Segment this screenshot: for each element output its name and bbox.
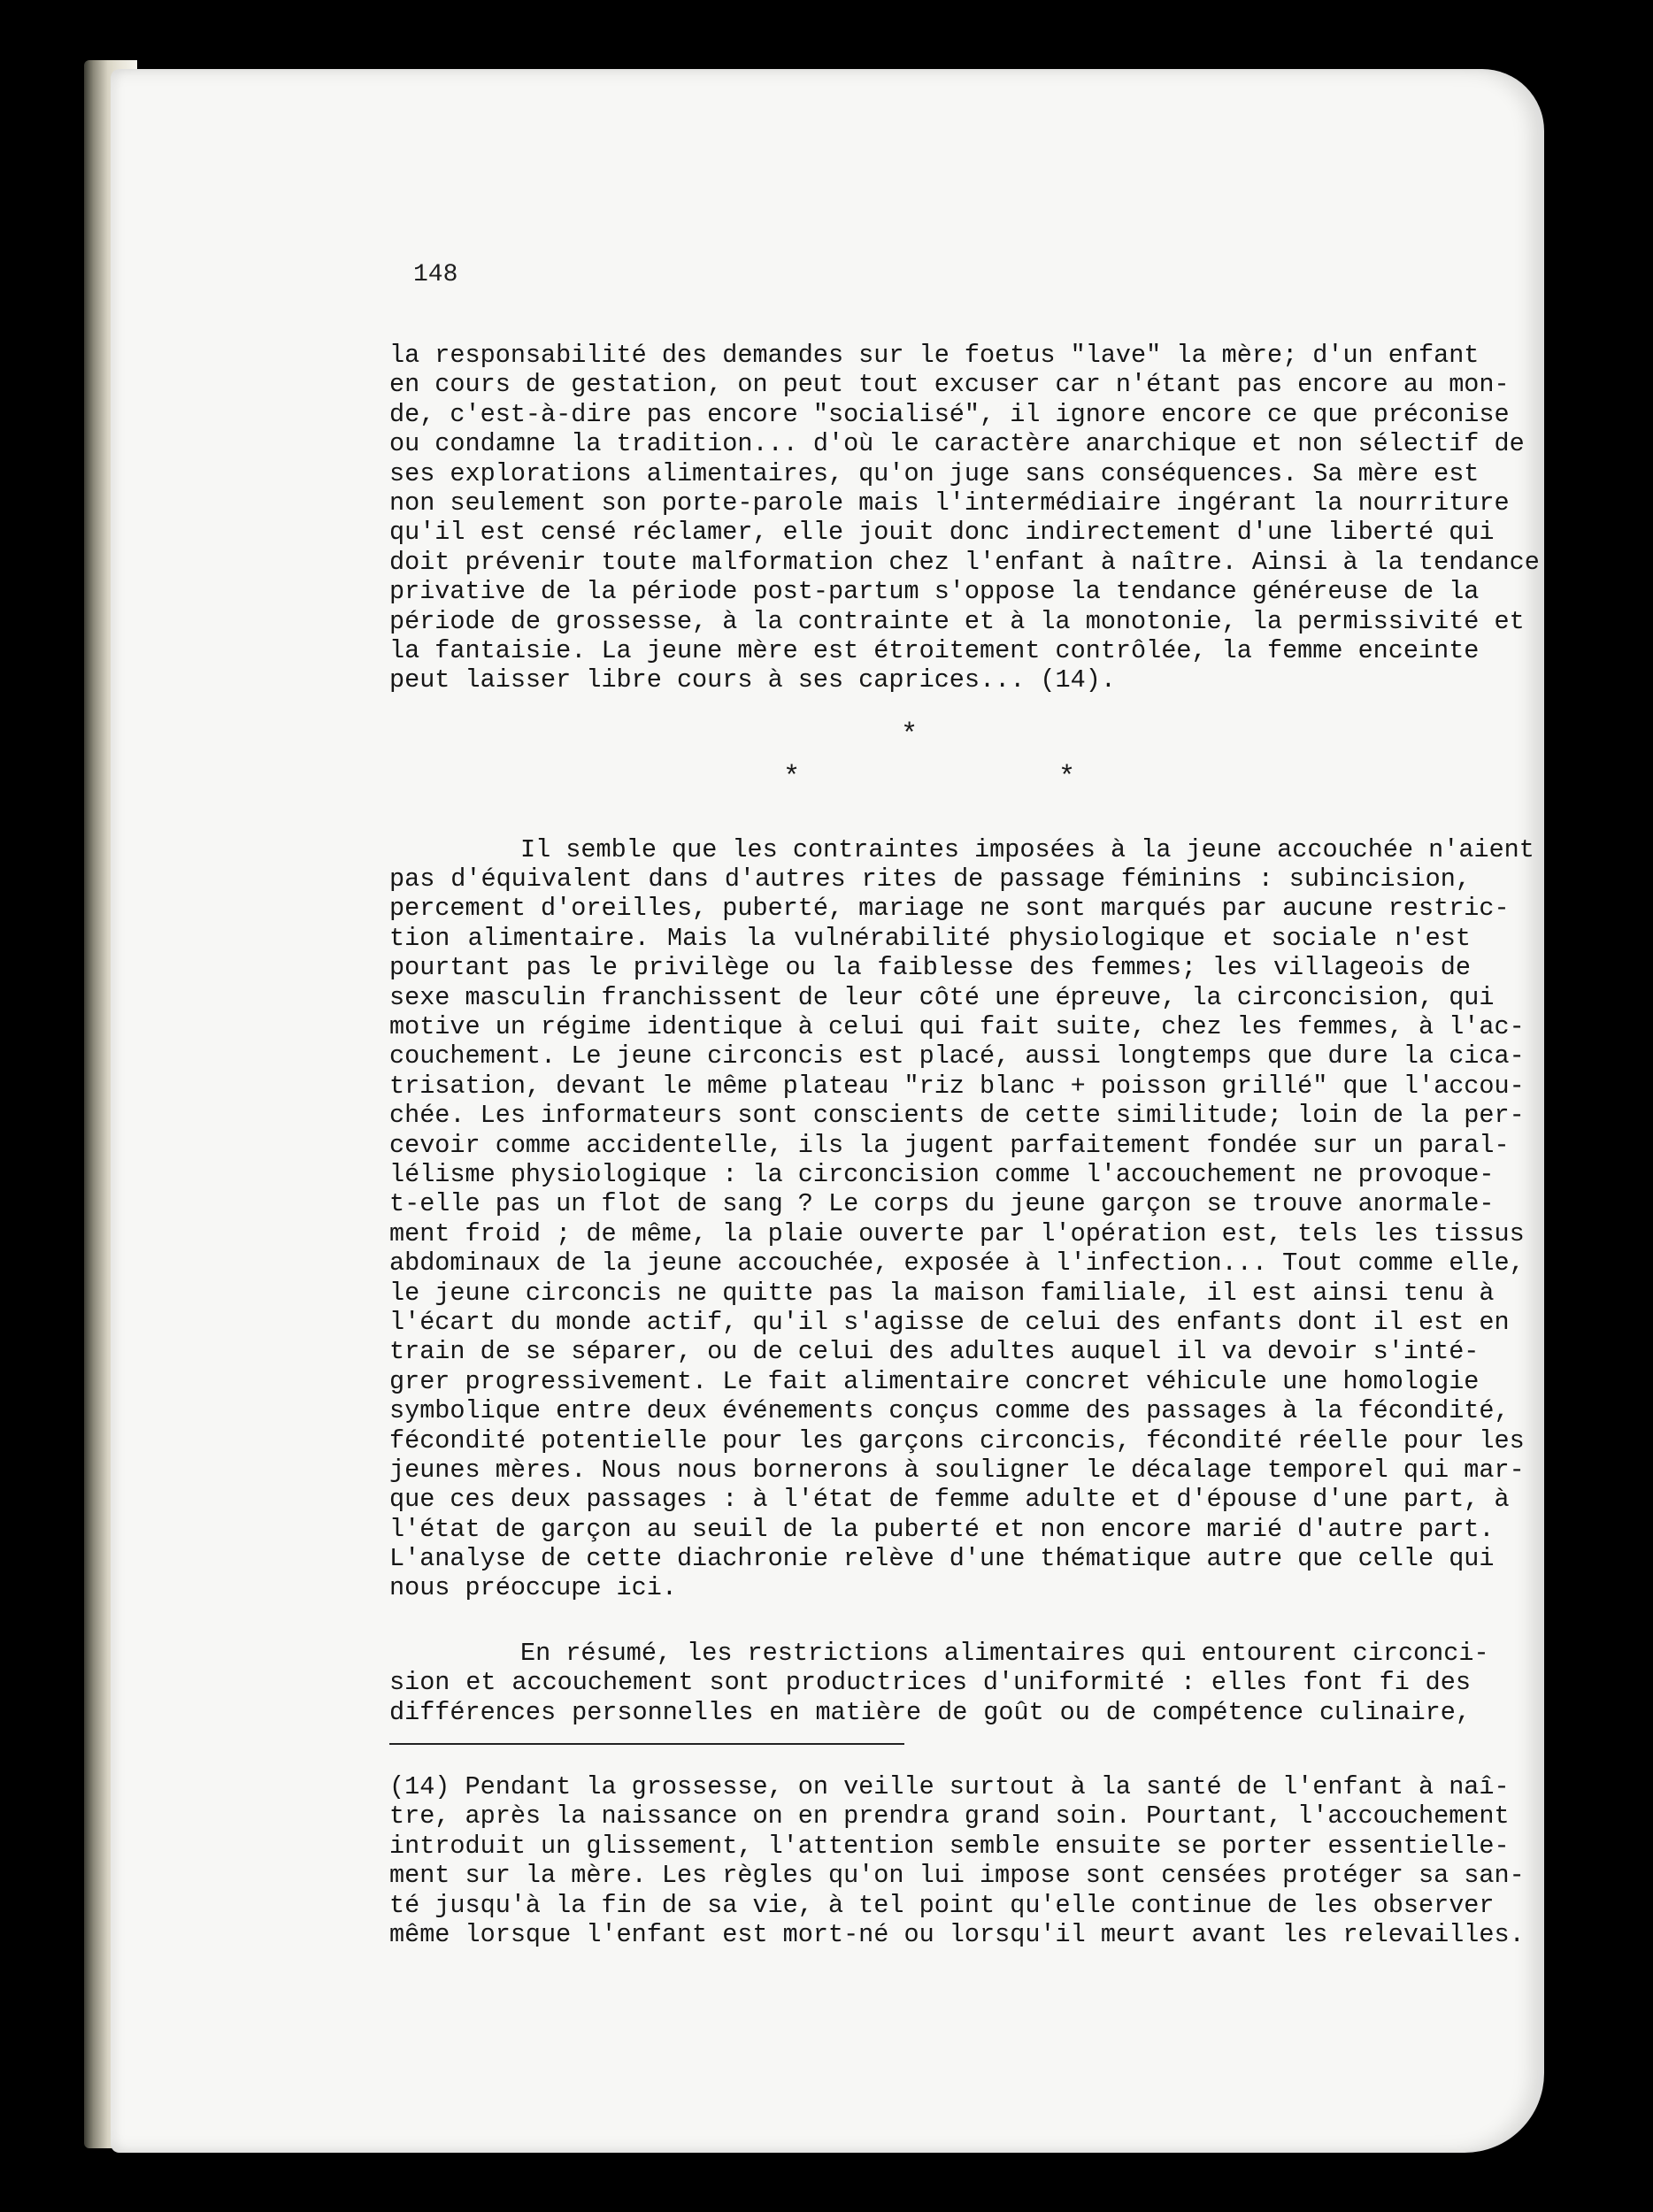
paragraph-3 bbox=[389, 1638, 1489, 1727]
text-line: sion et accouchement sont productrices d'uniformité : elles font fi des bbox=[389, 1668, 1471, 1698]
text-line: non seulement son porte-parole mais l'intermédiaire ingérant la nourriture bbox=[389, 488, 1510, 518]
section-separator bbox=[389, 718, 1471, 764]
text-line: t-elle pas un flot de sang ? Le corps du jeune garçon se trouve anormale- bbox=[389, 1189, 1495, 1219]
footnote-line: té jusqu'à la fin de sa vie, à tel point qu'elle continue de les observer bbox=[389, 1890, 1495, 1920]
text-line: qu'il est censé réclamer, elle jouit donc indirectement d'une liberté qui bbox=[389, 518, 1495, 548]
text-line: trisation, devant le même plateau "riz blanc + poisson grillé" que l'accou- bbox=[389, 1071, 1525, 1101]
text-line: jeunes mères. Nous nous bornerons à souligner le décalage temporel qui mar- bbox=[389, 1455, 1525, 1485]
paragraph-2 bbox=[389, 834, 1534, 1603]
footnote-line: introduit un glissement, l'attention semble ensuite se porter essentielle- bbox=[389, 1831, 1510, 1861]
text-line: Il semble que les contraintes imposées à la jeune accouchée n'aient bbox=[520, 834, 1534, 864]
text-line: l'écart du monde actif, qu'il s'agisse de celui des enfants dont il est en bbox=[389, 1307, 1510, 1337]
section-separator-row-2 bbox=[389, 760, 1471, 800]
footnote-line: ment sur la mère. Les règles qu'on lui impose sont censées protéger sa san- bbox=[389, 1861, 1525, 1891]
footnote-line: (14) Pendant la grossesse, on veille surtout à la santé de l'enfant à naî- bbox=[389, 1772, 1510, 1801]
text-line: abdominaux de la jeune accouchée, exposée à l'infection... Tout comme elle, bbox=[389, 1248, 1525, 1279]
text-line: grer progressivement. Le fait alimentaire concret véhicule une homologie bbox=[389, 1366, 1480, 1396]
text-line: cevoir comme accidentelle, ils la jugent parfaitement fondée sur un paral- bbox=[389, 1130, 1510, 1160]
text-line: en cours de gestation, on peut tout excuser car n'étant pas encore au mon- bbox=[389, 370, 1510, 400]
text-line: percement d'oreilles, puberté, mariage ne sont marqués par aucune restric- bbox=[389, 894, 1510, 924]
text-line: que ces deux passages : à l'état de femme adulte et d'épouse d'une part, à bbox=[389, 1485, 1510, 1515]
text-line: fécondité potentielle pour les garçons circoncis, fécondité réelle pour les bbox=[389, 1425, 1525, 1455]
text-line: période de grossesse, à la contrainte et à la monotonie, la permissivité et bbox=[389, 606, 1525, 636]
text-line: privative de la période post-partum s'oppose la tendance généreuse de la bbox=[389, 577, 1480, 607]
text-line: ou condamne la tradition... d'où le caractère anarchique et non sélectif de bbox=[389, 429, 1525, 459]
text-line: l'état de garçon au seuil de la puberté et non encore marié d'autre part. bbox=[389, 1514, 1495, 1544]
text-line: chée. Les informateurs sont conscients de cette similitude; loin de la per- bbox=[389, 1101, 1525, 1131]
text-line: le jeune circoncis ne quitte pas la maison familiale, il est ainsi tenu à bbox=[389, 1278, 1495, 1308]
text-line: train de se séparer, ou de celui des adultes auquel il va devoir s'inté- bbox=[389, 1337, 1480, 1367]
text-line: lélisme physiologique : la circoncision comme l'accouchement ne provoque- bbox=[389, 1159, 1495, 1189]
separator-star: * bbox=[901, 718, 919, 751]
text-line: En résumé, les restrictions alimentaires qui entourent circonci- bbox=[520, 1638, 1489, 1668]
text-line: nous préoccupe ici. bbox=[389, 1573, 677, 1603]
text-line: pas d'équivalent dans d'autres rites de passage féminins : subincision, bbox=[389, 864, 1471, 895]
separator-star: * bbox=[1058, 760, 1076, 794]
footnote-divider bbox=[389, 1743, 904, 1745]
text-line: ment froid ; de même, la plaie ouverte par l'opération est, tels les tissus bbox=[389, 1218, 1525, 1248]
footnote-line: même lorsque l'enfant est mort-né ou lorsqu'il meurt avant les relevailles. bbox=[389, 1919, 1525, 1949]
text-line: motive un régime identique à celui qui fait suite, chez les femmes, à l'ac- bbox=[389, 1012, 1525, 1042]
text-line: doit prévenir toute malformation chez l'enfant à naître. Ainsi à la tendance bbox=[389, 547, 1540, 577]
text-line: ses explorations alimentaires, qu'on juge sans conséquences. Sa mère est bbox=[389, 458, 1480, 488]
text-line: tion alimentaire. Mais la vulnérabilité physiologique et sociale n'est bbox=[389, 923, 1471, 953]
text-line: différences personnelles en matière de goût ou de compétence culinaire, bbox=[389, 1697, 1471, 1727]
text-line: peut laisser libre cours à ses caprices... (14). bbox=[389, 665, 1116, 695]
text-line: la responsabilité des demandes sur le foetus "lave" la mère; d'un enfant bbox=[389, 341, 1480, 370]
main-text bbox=[389, 341, 1540, 1727]
text-line: de, c'est-à-dire pas encore "socialisé", il ignore encore ce que préconise bbox=[389, 399, 1510, 429]
text-line: L'analyse de cette diachronie relève d'une thématique autre que celle qui bbox=[389, 1544, 1495, 1574]
footnote-14 bbox=[389, 1772, 1525, 1949]
footnote-line: tre, après la naissance on en prendra grand soin. Pourtant, l'accouchement bbox=[389, 1801, 1510, 1832]
text-line: symbolique entre deux événements conçus comme des passages à la fécondité, bbox=[389, 1396, 1510, 1426]
paragraph-1 bbox=[389, 341, 1540, 695]
text-line: couchement. Le jeune circoncis est placé, aussi longtemps que dure la cica- bbox=[389, 1041, 1525, 1071]
text-line: sexe masculin franchissent de leur côté une épreuve, la circoncision, qui bbox=[389, 982, 1495, 1012]
separator-star: * bbox=[783, 760, 801, 794]
text-line: pourtant pas le privilège ou la faiblesse des femmes; les villageois de bbox=[389, 953, 1471, 983]
text-line: la fantaisie. La jeune mère est étroitement contrôlée, la femme enceinte bbox=[389, 635, 1480, 665]
page-number: 148 bbox=[413, 261, 458, 288]
